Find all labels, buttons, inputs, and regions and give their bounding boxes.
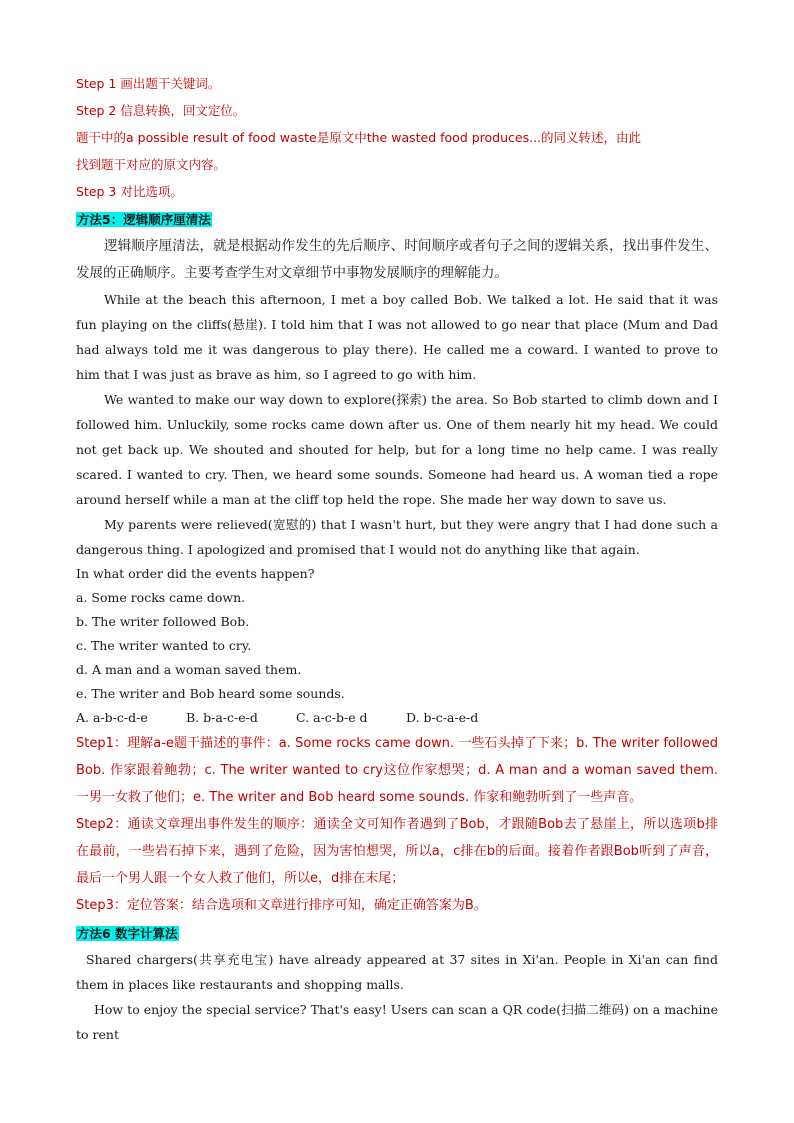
explanation-line-2: 找到题干对应的原文内容。 [76, 157, 227, 172]
option-b: B. b-a-c-e-d [186, 710, 258, 725]
document-page [76, 70, 718, 1047]
event-item: b. The writer followed Bob. [76, 614, 250, 629]
method5-intro: 逻辑顺序厘清法，就是根据动作发生的先后顺序、时间顺序或者句子之间的逻辑关系，找出事件发生、发展的正确顺序。主要考查学生对文章细节中事物发展顺序的理解能力。 [76, 238, 718, 281]
answer-options [76, 706, 718, 730]
analysis-step1: Step1：理解a-e题干描述的事件：a. Some rocks came down. 一些石头掉了下来；b. The writer followed Bob. 作家跟着鲍勃；c. The writer wanted to cry这位作家想哭；d. A man and a woman saved them. 一男一女救了他们；e. The writer and Bob heard some sounds. 作家和鲍勃听到了一些声音。 [76, 736, 718, 805]
analysis-step3: Step3：定位答案：结合选项和文章进行排序可知，确定正确答案为B。 [76, 898, 487, 913]
method6-heading-row [76, 919, 718, 947]
explanation-line-1: 题干中的a possible result of food waste是原文中the wasted food produces...的同义转述，由此 [76, 130, 642, 145]
method5-heading-row [76, 205, 718, 233]
question-text: In what order did the events happen? [76, 566, 315, 581]
option-c: C. a-c-b-e d [296, 710, 368, 725]
event-item: c. The writer wanted to cry. [76, 638, 252, 653]
step3-line: Step 3 对比选项。 [76, 184, 183, 199]
event-item: e. The writer and Bob heard some sounds. [76, 686, 345, 701]
method5-heading: 方法5：逻辑顺序厘清法 [77, 212, 211, 227]
method6-paragraph-2: How to enjoy the special service? That's easy! Users can scan a QR code(扫描二维码) on a machine to rent [76, 1002, 718, 1042]
passage-paragraph-2: We wanted to make our way down to explore(探索) the area. So Bob started to climb down and I followed him. Unluckily, some rocks came down after us. One of them nearly hit my head. We could not get back up. We shouted and shouted for help, but for a long time no help came. I was really scared. I wanted to cry. Then, we heard some sounds. Someone had heard us. A woman tied a rope around herself while a man at the cliff top held the rope. She made her way down to save us. [76, 392, 718, 507]
event-item: a. Some rocks came down. [76, 590, 246, 605]
option-d: D. b-c-a-e-d [406, 710, 479, 725]
step2-line: Step 2 信息转换，回文定位。 [76, 103, 246, 118]
method6-heading: 方法6 数字计算法 [77, 926, 178, 941]
passage-paragraph-3: My parents were relieved(宽慰的) that I wasn't hurt, but they were angry that I had done such a dangerous thing. I apologized and promised that I would not do anything like that again. [76, 517, 718, 557]
passage-paragraph-1: While at the beach this afternoon, I met a boy called Bob. We talked a lot. He said that it was fun playing on the cliffs(悬崖). I told him that I was not allowed to go near that place (Mum and Dad had always told me it was dangerous to play there). He called me a coward. I wanted to prove to him that I was just as brave as him, so I agreed to go with him. [76, 292, 718, 382]
event-item: d. A man and a woman saved them. [76, 662, 302, 677]
step1-line: Step 1 画出题干关键词。 [76, 76, 221, 91]
method6-paragraph-1: Shared chargers(共享充电宝) have already appeared at 37 sites in Xi'an. People in Xi'an can find them in places like restaurants and shopping malls. [76, 952, 718, 992]
option-a: A. a-b-c-d-e [76, 710, 148, 725]
analysis-step2: Step2：通读文章理出事件发生的顺序：通读全文可知作者遇到了Bob，才跟随Bob去了悬崖上，所以选项b排在最前，一些岩石掉下来，遇到了危险，因为害怕想哭，所以a，c排在b的后面。接着作者跟Bob听到了声音，最后一个男人跟一个女人救了他们，所以e，d排在末尾； [76, 817, 718, 886]
